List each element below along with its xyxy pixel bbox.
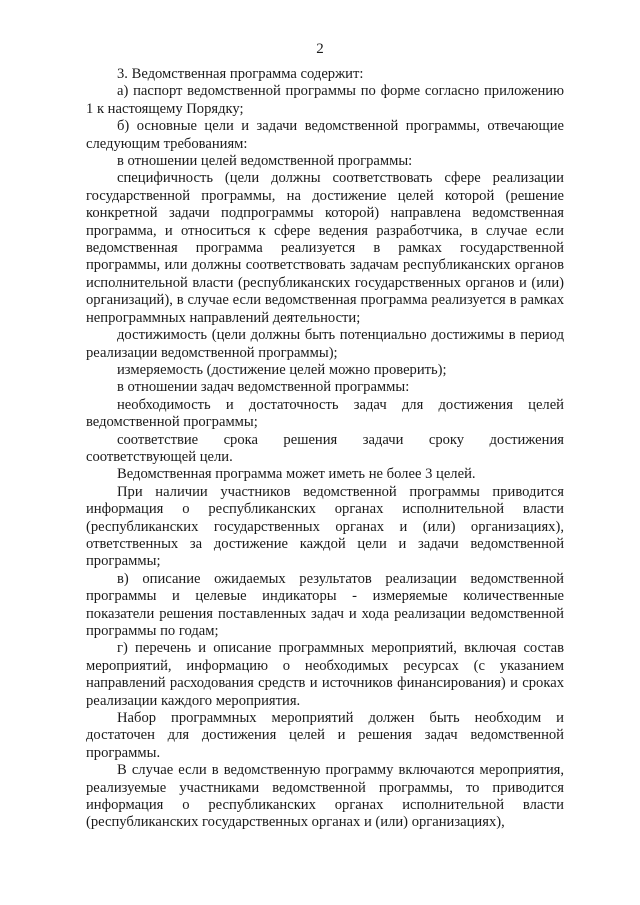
paragraph-goals-heading: в отношении целей ведомственной программы: <box>117 153 413 170</box>
document-body <box>86 66 564 832</box>
paragraph-item-3: 3. Ведомственная программа содержит: <box>117 66 364 82</box>
paragraph-specificity: специфичность (цели должны соответствовать сфере реализации государственной программы, на достижение целей которой (решение конкретной задачи подпрограммы которой) направлена ведомственная программа, и относиться к сфере ведения разработчика, в случае если ведомственная программа реализуется в рамках государственной программы, или должны соответствовать задачам республиканских органов исполнительной власти (республиканских государственных органов и (или) организаций), в случае если ведомственная программа реализуется в рамках непрограммных направлений деятельности; <box>86 170 564 326</box>
paragraph-participant-measures: В случае если в ведомственную программу включаются мероприятия, реализуемые участниками ведомственной программы, то приводится информация о республиканских органах исполнительной власти (республиканских государственных органах и (или) организациях), <box>86 762 564 831</box>
paragraph-necessity: необходимость и достаточность задач для достижения целей ведомственной программы; <box>86 396 564 431</box>
paragraph-term-correspondence: соответствие срока решения задачи сроку достижения соответствующей цели. <box>86 431 564 465</box>
paragraph-tasks-heading: в отношении задач ведомственной программы: <box>117 379 410 396</box>
paragraph-measures-set: Набор программных мероприятий должен быть необходим и достаточен для достижения целей и решения задач ведомственной программы. <box>86 710 564 761</box>
paragraph-goal-limit: Ведомственная программа может иметь не более 3 целей. <box>117 466 476 483</box>
paragraph-item-3v: в) описание ожидаемых результатов реализации ведомственной программы и целевые индикаторы - измеряемые количественные показатели решения поставленных задач и хода реализации ведомственной программы по годам; <box>86 570 564 639</box>
paragraph-measurability: измеряемость (достижение целей можно проверить); <box>117 361 447 378</box>
paragraph-participants: При наличии участников ведомственной программы приводится информация о республиканских органах исполнительной власти (республиканских государственных органах и (или) организациях), ответственных за достижение каждой цели и задачи ведомственной программы; <box>86 483 564 570</box>
paragraph-item-3a: а) паспорт ведомственной программы по форме согласно приложению 1 к настоящему Порядку; <box>86 83 564 117</box>
paragraph-achievability: достижимость (цели должны быть потенциально достижимы в период реализации ведомственной программы); <box>86 327 564 361</box>
paragraph-item-3g: г) перечень и описание программных мероприятий, включая состав мероприятий, информацию о необходимых ресурсах (с указанием направлений расходования средств и источников финансирования) и сроках реализации каждого мероприятия. <box>86 640 564 709</box>
page-number: 2 <box>316 41 324 57</box>
paragraph-item-3b: б) основные цели и задачи ведомственной программы, отвечающие следующим требованиям: <box>86 118 564 152</box>
